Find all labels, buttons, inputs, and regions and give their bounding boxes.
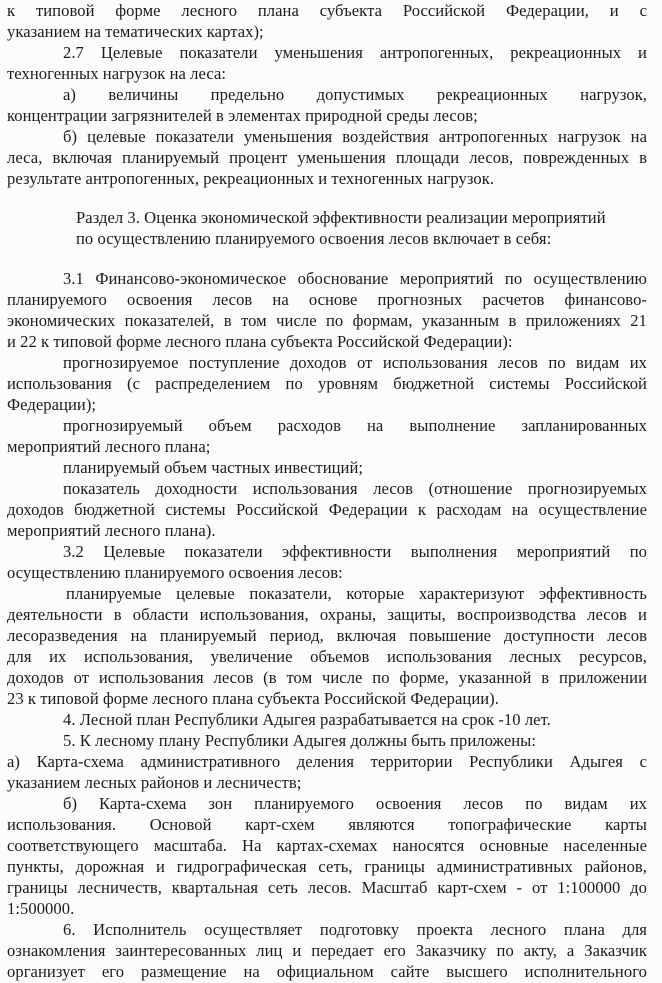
- text-line: указанием лесных районов и лесничеств;: [7, 773, 302, 792]
- text-line: 3.2 Целевые показатели эффективности выполнения мероприятий по: [63, 542, 647, 561]
- text-line: по осуществлению планируемого освоения лесов включает в себя:: [76, 229, 552, 248]
- text-line: для их использования, увеличение объемов использования лесных ресурсов,: [7, 647, 647, 666]
- text-line: к типовой форме лесного плана субъекта Российской Федерации, и с: [7, 1, 647, 20]
- text-line: пункты, дорожная и гидрографическая сеть, границы административных районов,: [7, 857, 647, 876]
- text-line: осуществлению планируемого освоения лесов:: [7, 563, 343, 582]
- text-line: планируемый объем частных инвестиций;: [63, 458, 364, 477]
- text-line: б) целевые показатели уменьшения воздействия антропогенных нагрузок на: [63, 127, 647, 146]
- text-line: леса, включая планируемый процент уменьшения площади лесов, поврежденных в: [7, 148, 647, 167]
- text-line: и 22 к типовой форме лесного плана субъекта Российской Федерации):: [7, 332, 513, 351]
- text-line: Федерации);: [7, 395, 97, 414]
- text-line: доходов бюджетной системы Российской Федерации к расходам на осуществление: [7, 500, 647, 519]
- text-line: 3.1 Финансово-экономическое обоснование мероприятий по осуществлению: [63, 269, 647, 288]
- text-line: мероприятий лесного плана;: [7, 437, 211, 456]
- text-line: использования (с распределением по уровням бюджетной системы Российской: [7, 374, 647, 393]
- text-line: соответствующего масштаба. На картах-схемах наносятся основные населенные: [7, 836, 647, 855]
- text-line: мероприятий лесного плана).: [7, 521, 216, 540]
- text-line: использования. Основой карт-схем являются топографические карты: [7, 815, 647, 834]
- text-line: а) Карта-схема административного деления территории Республики Адыгея с: [7, 752, 647, 771]
- text-line: ознакомления заинтересованных лиц и передает его Заказчику по акту, а Заказчик: [7, 941, 647, 960]
- text-line: показатель доходности использования лесов (отношение прогнозируемых: [63, 479, 647, 498]
- text-line: 2.7 Целевые показатели уменьшения антропогенных, рекреационных и: [63, 43, 647, 62]
- text-line: концентрации загрязнителей в элементах природной среды лесов;: [7, 106, 478, 125]
- text-line: деятельности в области использования, охраны, защиты, воспроизводства лесов и: [7, 605, 647, 624]
- text-line: организует его размещение на официальном сайте высшего исполнительного: [7, 962, 647, 981]
- text-line: планируемые целевые показатели, которые характеризуют эффективность: [66, 584, 647, 603]
- text-line: б) Карта-схема зон планируемого освоения лесов по видам их: [63, 794, 647, 813]
- text-line: лесоразведения на планируемый период, включая повышение доступности лесов: [7, 626, 647, 645]
- text-line: 1:500000.: [7, 899, 75, 918]
- text-line: указанием на тематических картах);: [7, 22, 264, 41]
- text-line: прогнозируемое поступление доходов от использования лесов по видам их: [63, 353, 647, 372]
- text-line: 6. Исполнитель осуществляет подготовку проекта лесного плана для: [63, 920, 647, 939]
- text-line: прогнозируемый объем расходов на выполнение запланированных: [63, 416, 647, 435]
- text-line: 5. К лесному плану Республики Адыгея должны быть приложены:: [63, 731, 537, 750]
- text-line: техногенных нагрузок на леса:: [7, 64, 227, 83]
- text-line: Раздел 3. Оценка экономической эффективности реализации мероприятий: [76, 208, 606, 227]
- text-line: границы лесничеств, квартальная сеть лесов. Масштаб карт-схем - от 1:100000 до: [7, 878, 647, 897]
- text-line: 23 к типовой форме лесного плана субъекта Российской Федерации).: [7, 689, 499, 708]
- text-line: результате антропогенных, рекреационных и техногенных нагрузок.: [7, 169, 495, 188]
- text-line: а) величины предельно допустимых рекреационных нагрузок,: [63, 85, 647, 104]
- text-line: экономических показателей, в том числе по формам, указанным в приложениях 21: [7, 311, 647, 330]
- text-line: планируемого освоения лесов на основе прогнозных расчетов финансово-: [7, 290, 647, 309]
- text-line: 4. Лесной план Республики Адыгея разрабатывается на срок -10 лет.: [63, 710, 551, 729]
- text-line: доходов от использования лесов (в том числе по форме, указанной в приложении: [7, 668, 647, 687]
